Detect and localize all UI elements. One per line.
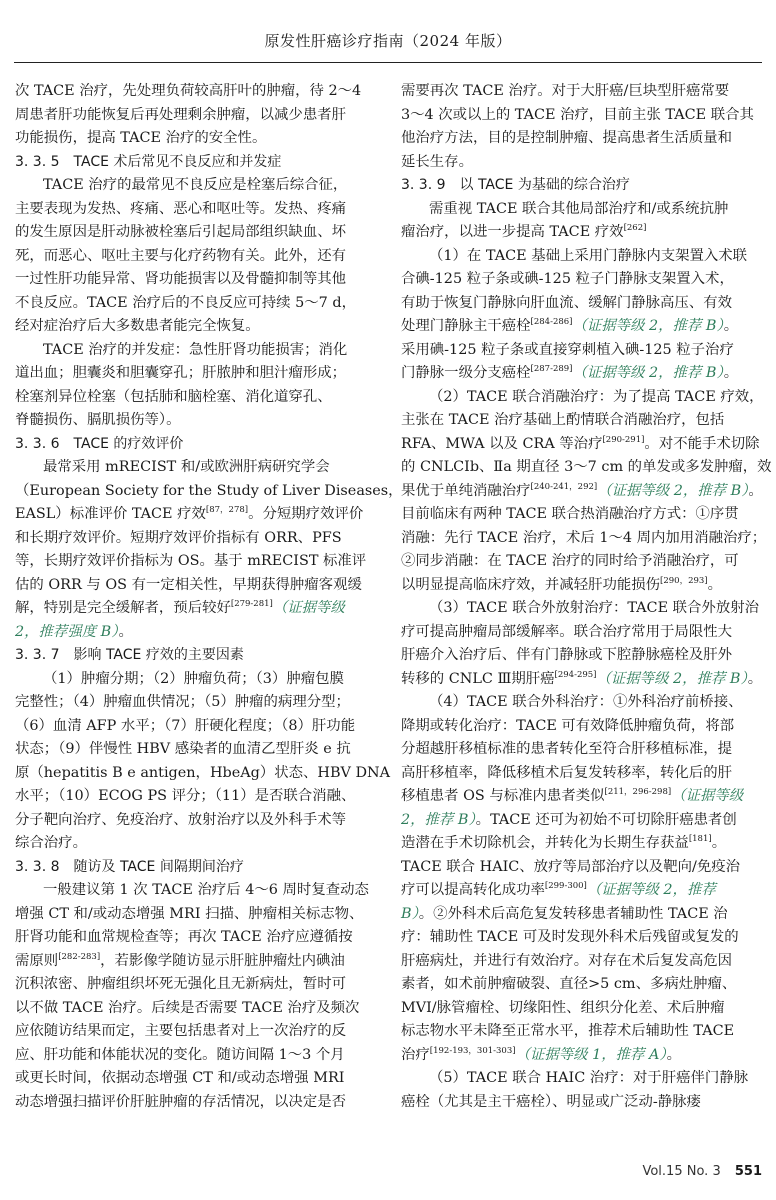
- text-line: [15, 926, 375, 950]
- line-text: 增强 CT 和/或动态增强 MRI 扫描、肿瘤相关标志物、: [15, 905, 364, 922]
- text-line: [15, 715, 375, 739]
- text-line: [401, 832, 761, 856]
- line-text: 经对症治疗后大多数患者能完全恢复。: [15, 318, 260, 334]
- line-text: EASL）标准评价 TACE 疗效: [15, 506, 206, 522]
- line-text: 以不做 TACE 治疗。后续是否需要 TACE 治疗及频次: [15, 999, 360, 1016]
- line-text: 的 CNLCⅠb、Ⅱa 期直径 3～7 cm 的单发或多发肿瘤，效: [401, 459, 772, 475]
- text-line: [15, 1020, 375, 1044]
- text-line: [401, 527, 767, 551]
- citation: [211，296-298]: [604, 787, 672, 797]
- text-line: [401, 997, 761, 1021]
- text-line: [15, 80, 375, 104]
- text-line: [15, 832, 375, 856]
- line-text: 周患者肝功能恢复后再处理剩余肿瘤，以减少患者肝: [15, 106, 346, 123]
- text-line: [401, 668, 761, 692]
- line-text: 完整性；（4）肿瘤血供情况；（5）肿瘤的病理分型；: [15, 694, 350, 710]
- text-line: [401, 691, 761, 715]
- line-text: MVI/脉管瘤栓、切缘阳性、组织分化差、术后肿瘤: [401, 999, 725, 1016]
- text-line: [401, 715, 761, 739]
- text-line: [401, 480, 761, 504]
- line-text: TACE 治疗的并发症：急性肝肾功能损害；消化: [43, 341, 348, 358]
- text-line: [401, 198, 761, 222]
- text-line: [401, 433, 761, 457]
- section-heading: [15, 644, 375, 668]
- text-line: [15, 527, 375, 551]
- section-heading: [15, 856, 375, 880]
- text-line: [15, 691, 375, 715]
- text-line: [15, 785, 375, 809]
- text-line: [15, 597, 375, 621]
- evidence-level: 2，推荐 B）: [401, 811, 476, 828]
- evidence-level: （证据等级: [272, 600, 345, 616]
- line-text: 解，特别是完全缓解者，预后较好: [15, 600, 231, 616]
- line-text: 沉积浓密、肿瘤组织坏死无强化且无新病灶，暂时可: [15, 976, 346, 992]
- evidence-level: （证据等级 2，推荐 B）: [572, 318, 724, 334]
- text-line: [15, 268, 375, 292]
- citation: [279-281]: [230, 599, 273, 609]
- text-line: [401, 127, 761, 151]
- line-text: 死，而恶心、呕吐主要与化疗药物有关。此外，还有: [15, 247, 346, 264]
- line-text: 。: [118, 623, 133, 640]
- text-line: [15, 879, 375, 903]
- line-text: （European Society for the Study of Liver Diseases，: [15, 482, 403, 499]
- line-text: 状态；（9）伴慢性 HBV 感染者的血清乙型肝炎 e 抗: [15, 741, 351, 757]
- page-footer: [0, 1164, 762, 1179]
- line-text: 他治疗方法，目的是控制肿瘤、提高患者生活质量和: [401, 130, 732, 146]
- line-text: 目前临床有两种 TACE 联合热消融治疗方式：①序贯: [401, 506, 739, 522]
- line-text: 。对不能手术切除: [644, 435, 760, 452]
- text-line: [15, 1091, 375, 1115]
- text-line: [401, 292, 761, 316]
- line-text: 主要表现为发热、疼痛、恶心和呕吐等。发热、疼痛: [15, 200, 346, 217]
- text-line: [401, 950, 761, 974]
- line-text: 肝肾功能和血常规检查等；再次 TACE 治疗应遵循按: [15, 929, 353, 945]
- line-text: 采用碘-125 粒子条或直接穿刺植入碘-125 粒子治疗: [401, 341, 734, 358]
- text-line: [15, 409, 375, 433]
- text-line: [15, 198, 375, 222]
- line-text: 3. 3. 8 随访及 TACE 间隔期间治疗: [15, 858, 244, 875]
- line-text: 最常采用 mRECIST 和/或欧洲肝病研究学会: [43, 459, 330, 475]
- text-line: [401, 151, 761, 175]
- line-text: 以明显提高临床疗效，并减轻肝功能损伤: [401, 576, 661, 593]
- citation: [262]: [623, 223, 647, 233]
- text-line: [15, 362, 375, 386]
- text-line: [401, 856, 761, 880]
- text-line: [401, 104, 761, 128]
- evidence-level: （证据等级: [671, 788, 744, 804]
- line-text: 合碘-125 粒子条或碘-125 粒子门静脉支架置入术，: [401, 271, 734, 287]
- text-line: [401, 926, 761, 950]
- line-text: 脊髓损伤、膈肌损伤等）。: [15, 412, 181, 428]
- citation: [299-300]: [544, 881, 587, 891]
- line-text: 一般建议第 1 次 TACE 治疗后 4～6 周时复查动态: [43, 882, 369, 898]
- line-text: 。: [707, 576, 723, 593]
- text-line: [15, 738, 375, 762]
- text-line: [15, 550, 375, 574]
- line-text: 3～4 次或以上的 TACE 治疗，目前主张 TACE 联合其: [401, 106, 754, 123]
- line-text: 。: [723, 365, 739, 381]
- text-line: [401, 362, 761, 386]
- line-text: 延长生存。: [401, 153, 473, 170]
- line-text: 分超越肝移植标准的患者转化至符合肝移植标准，提: [401, 741, 732, 757]
- line-text: 瘤治疗，以进一步提高 TACE 疗效: [401, 224, 624, 240]
- text-line: [15, 339, 375, 363]
- header-rule: [14, 62, 762, 63]
- line-text: 。: [711, 835, 727, 851]
- text-line: [401, 973, 761, 997]
- line-text: 移植患者 OS 与标准内患者类似: [401, 788, 605, 804]
- line-text: 功能损伤，提高 TACE 治疗的安全性。: [15, 130, 267, 146]
- text-line: [401, 503, 761, 527]
- line-text: 原（hepatitis B e antigen，HbeAg）状态、HBV DNA: [15, 764, 391, 781]
- evidence-level: （证据等级 2，推荐 B）: [572, 365, 724, 381]
- line-text: 应、肝功能和体能状况的变化。随访间隔 1～3 个月: [15, 1046, 345, 1063]
- line-text: 需原则: [15, 952, 59, 969]
- line-text: 需要再次 TACE 治疗。对于大肝癌/巨块型肝癌常要: [401, 83, 730, 99]
- citation: [290，293]: [660, 575, 708, 586]
- line-text: 有助于恢复门静脉向肝血流、缓解门静脉高压、有效: [401, 294, 732, 311]
- line-text: （6）血清 AFP 水平；（7）肝硬化程度；（8）肝功能: [15, 717, 356, 734]
- text-line: [15, 574, 375, 598]
- line-text: 肝癌介入治疗后、伴有门静脉或下腔静脉癌栓及肝外: [401, 647, 732, 663]
- text-line: [401, 809, 761, 833]
- line-text: 处理门静脉主干癌栓: [401, 318, 531, 334]
- line-text: 一过性肝功能异常、肾功能损害以及骨髓抑制等其他: [15, 271, 346, 287]
- line-text: 疗可以提高转化成功率: [401, 882, 545, 898]
- text-line: [15, 221, 375, 245]
- line-text: 3. 3. 6 TACE 的疗效评价: [15, 435, 184, 452]
- citation: [192-193，301-303]: [429, 1045, 516, 1056]
- left-column: [15, 80, 403, 1142]
- text-line: [15, 997, 375, 1021]
- line-text: 降期或转化治疗：TACE 可有效降低肿瘤负荷，将部: [401, 717, 735, 734]
- text-line: [401, 1067, 761, 1091]
- line-text: 标志物水平未降至正常水平，推荐术后辅助性 TACE: [401, 1023, 735, 1039]
- line-text: 。: [747, 670, 763, 687]
- text-line: [15, 127, 375, 151]
- text-line: [15, 973, 375, 997]
- line-text: 不良反应。TACE 治疗后的不良反应可持续 5～7 d，: [15, 294, 356, 311]
- evidence-level: （证据等级 1，推荐 A）: [515, 1046, 667, 1063]
- line-text: TACE 联合 HAIC、放疗等局部治疗以及靶向/免疫治: [401, 858, 740, 875]
- line-text: 。: [723, 318, 739, 334]
- line-text: 主张在 TACE 治疗基础上酌情联合消融治疗，包括: [401, 412, 725, 428]
- line-text: 高肝移植率，降低移植术后复发转移率，转化后的肝: [401, 764, 732, 781]
- text-line: [15, 315, 375, 339]
- text-line: [15, 668, 375, 692]
- line-text: 应依随访结果而定，主要包括患者对上一次治疗的反: [15, 1023, 346, 1039]
- line-text: 等，长期疗效评价指标为 OS。基于 mRECIST 标准评: [15, 553, 367, 569]
- evidence-level: B）: [401, 905, 419, 922]
- line-text: 。: [748, 482, 763, 499]
- text-line: [15, 104, 375, 128]
- text-line: [15, 456, 375, 480]
- text-line: [401, 456, 772, 480]
- line-text: 肝癌病灶，并进行有效治疗。对存在术后复发高危因: [401, 952, 732, 969]
- text-line: [401, 339, 761, 363]
- line-text: 栓塞剂异位栓塞（包括肺和脑栓塞、消化道穿孔、: [15, 388, 332, 405]
- evidence-level: （证据等级 2，推荐 B）: [596, 670, 748, 687]
- line-text: ②同步消融：在 TACE 治疗的同时给予消融治疗，可: [401, 553, 739, 569]
- line-text: 3. 3. 5 TACE 术后常见不良反应和并发症: [15, 153, 282, 170]
- line-text: 消融：先行 TACE 治疗，术后 1～4 周内加用消融治疗；: [401, 529, 767, 546]
- text-line: [401, 409, 761, 433]
- text-line: [15, 903, 375, 927]
- text-line: [401, 1044, 761, 1068]
- citation: [294-295]: [554, 669, 597, 680]
- line-text: 3. 3. 7 影响 TACE 疗效的主要因素: [15, 647, 244, 663]
- citation: [287-289]: [530, 364, 573, 374]
- volume-issue: Vol.15 No. 3: [642, 1164, 721, 1179]
- section-heading: [401, 174, 761, 198]
- line-text: 。分短期疗效评价: [248, 506, 364, 522]
- text-line: [15, 1044, 375, 1068]
- line-text: 。: [666, 1046, 681, 1063]
- line-text: 需重视 TACE 联合其他局部治疗和/或系统抗肿: [429, 200, 729, 217]
- line-text: RFA、MWA 以及 CRA 等治疗: [401, 435, 603, 452]
- text-line: [15, 245, 375, 269]
- text-line: [15, 480, 403, 504]
- line-text: 的发生原因是肝动脉被栓塞后引起局部组织缺血、坏: [15, 224, 346, 240]
- text-line: [401, 550, 761, 574]
- line-text: 癌栓（尤其是主干癌栓）、明显或广泛动-静脉瘘: [401, 1093, 701, 1110]
- citation: [181]: [688, 834, 712, 844]
- evidence-level: 2，推荐强度 B）: [15, 623, 119, 640]
- line-text: TACE 治疗的最常见不良反应是栓塞后综合征，: [43, 177, 348, 193]
- running-header: 原发性肝癌诊疗指南（2024 年版）: [264, 32, 512, 50]
- line-text: 转移的 CNLC Ⅲ期肝癌: [401, 670, 555, 687]
- line-text: 造潜在手术切除机会，并转化为长期生存获益: [401, 835, 689, 851]
- evidence-level: （证据等级 2，推荐: [586, 882, 716, 898]
- line-text: 门静脉一级分支癌栓: [401, 365, 531, 381]
- line-text: 疗：辅助性 TACE 可及时发现外科术后残留或复发的: [401, 929, 739, 945]
- line-text: 分子靶向治疗、免疫治疗、放射治疗以及外科手术等: [15, 811, 346, 828]
- line-text: （3）TACE 联合外放射治疗：TACE 联合外放射治: [429, 600, 759, 616]
- line-text: 综合治疗。: [15, 835, 87, 851]
- line-text: 道出血；胆囊炎和胆囊穿孔；肝脓肿和胆汁瘤形成；: [15, 365, 346, 381]
- text-line: [15, 762, 391, 786]
- text-line: [401, 315, 761, 339]
- line-text: 动态增强扫描评价肝脏肿瘤的存活情况，以决定是否: [15, 1093, 346, 1110]
- text-line: [401, 221, 761, 245]
- section-heading: [15, 151, 375, 175]
- line-text: 和长期疗效评价。短期疗效评价指标有 ORR、PFS: [15, 529, 342, 546]
- text-line: [15, 950, 375, 974]
- citation: [290-291]: [602, 434, 645, 445]
- line-text: （2）TACE 联合消融治疗：为了提高 TACE 疗效，: [429, 388, 764, 405]
- text-line: [401, 386, 764, 410]
- text-line: [401, 1020, 761, 1044]
- line-text: 估的 ORR 与 OS 有一定相关性，早期获得肿瘤客观缓: [15, 576, 362, 593]
- text-line: [15, 503, 375, 527]
- text-line: [401, 621, 761, 645]
- line-text: （4）TACE 联合外科治疗：①外科治疗前桥接、: [429, 694, 743, 710]
- text-line: [15, 174, 375, 198]
- line-text: （1）在 TACE 基础上采用门静脉内支架置入术联: [429, 247, 748, 264]
- line-text: 疗可提高肿瘤局部缓解率。联合治疗常用于局限性大: [401, 623, 732, 640]
- citation: [87，278]: [205, 505, 249, 515]
- text-line: [401, 574, 761, 598]
- text-line: [15, 1067, 375, 1091]
- citation: [284-286]: [530, 317, 573, 327]
- line-text: 。TACE 还可为初始不可切除肝癌患者创: [475, 811, 737, 828]
- line-text: 或更长时间，依据动态增强 CT 和/或动态增强 MRI: [15, 1070, 345, 1086]
- text-line: [401, 785, 761, 809]
- section-heading: [15, 433, 375, 457]
- line-text: （5）TACE 联合 HAIC 治疗：对于肝癌伴门静脉: [429, 1070, 749, 1086]
- line-text: 治疗: [401, 1046, 430, 1063]
- line-text: 次 TACE 治疗，先处理负荷较高肝叶的肿瘤，待 2～4: [15, 83, 362, 99]
- text-line: [401, 268, 761, 292]
- text-line: [15, 292, 375, 316]
- line-text: 素者，如术前肿瘤破裂、直径>5 cm、多病灶肿瘤、: [401, 976, 737, 992]
- text-line: [401, 245, 761, 269]
- text-line: [401, 762, 761, 786]
- line-text: 水平；（10）ECOG PS 评分；（11）是否联合消融、: [15, 788, 356, 804]
- citation: [240-241，292]: [530, 481, 598, 492]
- text-line: [401, 903, 761, 927]
- text-line: [401, 879, 761, 903]
- line-text: 果优于单纯消融治疗: [401, 482, 531, 499]
- text-line: [15, 386, 375, 410]
- line-text: ，若影像学随访显示肝脏肿瘤灶内碘油: [100, 952, 345, 969]
- text-line: [401, 644, 761, 668]
- text-line: [401, 597, 761, 621]
- text-line: [15, 809, 375, 833]
- page-number: 551: [734, 1164, 762, 1179]
- evidence-level: （证据等级 2，推荐 B）: [597, 482, 749, 499]
- line-text: 。②外科术后高危复发转移患者辅助性 TACE 治: [418, 905, 728, 922]
- text-line: [15, 621, 375, 645]
- citation: [282-283]: [58, 951, 101, 962]
- text-line: [401, 738, 761, 762]
- right-column: [401, 80, 772, 1142]
- line-text: （1）肿瘤分期；（2）肿瘤负荷；（3）肿瘤包膜: [43, 670, 344, 687]
- text-line: [401, 1091, 761, 1115]
- text-line: [401, 80, 761, 104]
- line-text: 3. 3. 9 以 TACE 为基础的综合治疗: [401, 177, 630, 193]
